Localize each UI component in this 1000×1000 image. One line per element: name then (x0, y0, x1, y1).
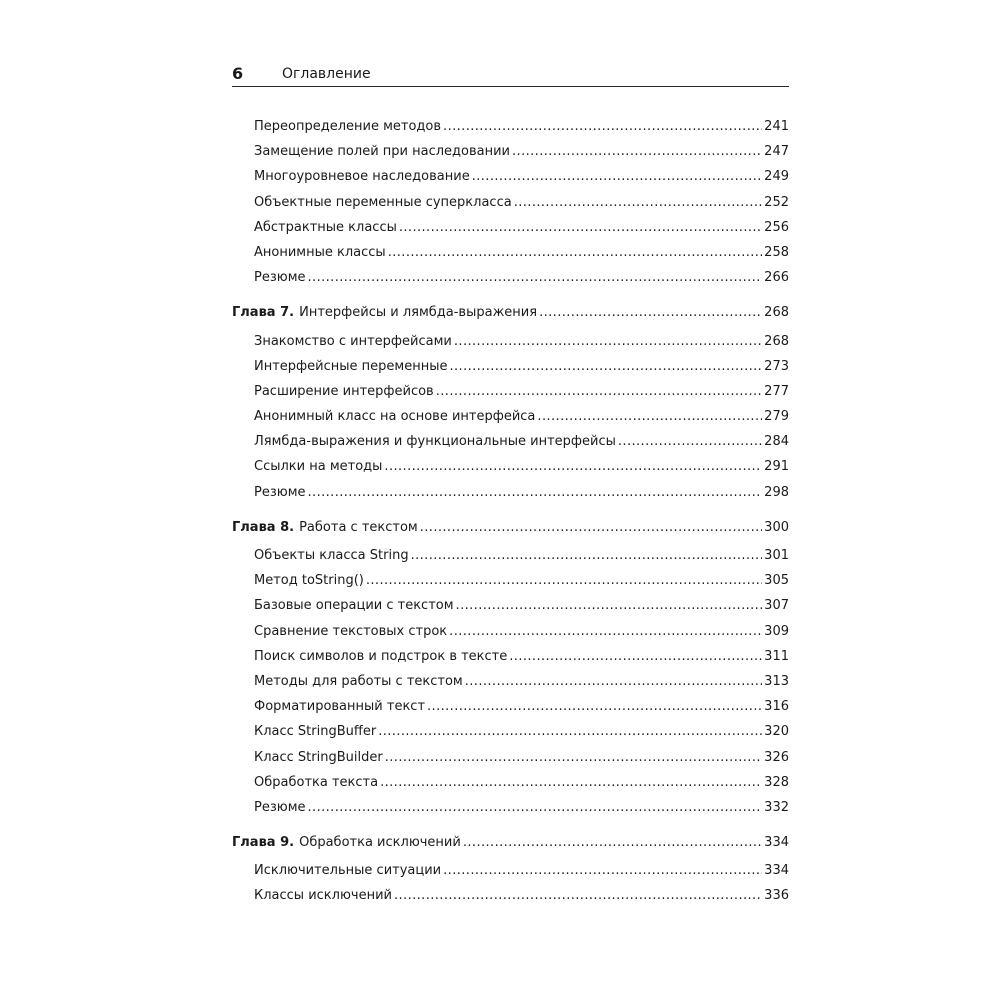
dot-leader (465, 669, 762, 694)
dot-leader (449, 619, 762, 644)
dot-leader (411, 543, 763, 568)
dot-leader (443, 858, 762, 883)
toc-section-entry[interactable] (232, 883, 789, 908)
toc-entry-title: Ссылки на методы (254, 459, 383, 475)
toc-section-entry[interactable] (232, 265, 789, 290)
toc-entry-title: Интерфейсные переменные (254, 358, 448, 374)
dot-leader (308, 480, 763, 505)
toc-section-entry[interactable] (232, 644, 789, 669)
toc-entry-title: Объектные переменные суперкласса (254, 194, 512, 210)
toc-entry-title: Исключительные ситуации (254, 863, 442, 879)
toc-entry-title: Базовые операции с текстом (254, 598, 454, 614)
toc-page-number: 334 (764, 863, 789, 879)
toc-entry-title: Поиск символов и подстрок в тексте (254, 648, 508, 664)
toc-entry-title: Методы для работы с текстом (254, 673, 463, 689)
toc-page-number: 328 (764, 774, 789, 790)
dot-leader (385, 745, 762, 770)
toc-page-number: 307 (764, 598, 789, 614)
toc-entry-title: Обработка текста (254, 774, 379, 790)
toc-entry-title: Работа с текстом (299, 519, 418, 535)
table-of-contents (232, 114, 789, 909)
toc-entry-title: Объекты класса String (254, 548, 409, 563)
dot-leader (308, 795, 763, 820)
toc-entry-title: Расширение интерфейсов (254, 383, 434, 399)
toc-section-entry[interactable] (232, 240, 789, 265)
toc-section-entry[interactable] (232, 114, 789, 139)
dot-leader (399, 215, 762, 240)
toc-page-number: 241 (764, 119, 789, 134)
dot-leader (463, 830, 762, 855)
dot-leader (514, 190, 762, 215)
toc-page-number: 291 (764, 459, 789, 475)
toc-page-number: 334 (764, 835, 789, 851)
toc-section-entry[interactable] (232, 354, 789, 379)
dot-leader (454, 329, 762, 354)
dot-leader (378, 719, 762, 744)
toc-section-entry[interactable] (232, 619, 789, 644)
toc-page-number: 268 (764, 305, 789, 321)
toc-entry-title: Анонимные классы (254, 244, 386, 260)
toc-page-number: 273 (764, 358, 789, 374)
toc-section-entry[interactable] (232, 329, 789, 354)
toc-section-entry[interactable] (232, 543, 789, 568)
toc-entry-title: Замещение полей при наследовании (254, 144, 510, 160)
dot-leader (456, 593, 763, 618)
chapter-label: Глава 8. (232, 519, 295, 535)
toc-section-entry[interactable] (232, 190, 789, 215)
dot-leader (537, 404, 762, 429)
toc-entry-title: Резюме (254, 799, 306, 815)
page-number: 6 (232, 64, 244, 83)
toc-entry-title: Обработка исключений (299, 835, 461, 851)
dot-leader (443, 114, 762, 139)
dot-leader (618, 429, 762, 454)
dot-leader (308, 265, 763, 290)
toc-page-number: 311 (764, 648, 789, 664)
toc-entry-title: Многоуровневое наследование (254, 169, 470, 185)
toc-page-number: 256 (764, 219, 789, 235)
toc-page-number: 316 (764, 699, 789, 715)
toc-page-number: 268 (764, 333, 789, 349)
toc-section-entry[interactable] (232, 429, 789, 454)
toc-entry-title: Абстрактные классы (254, 219, 397, 235)
toc-entry-title: Классы исключений (254, 888, 392, 904)
toc-entry-title: Лямбда-выражения и функциональные интерфейсы (254, 434, 616, 450)
toc-page-number: 247 (764, 144, 789, 160)
dot-leader (509, 644, 762, 669)
toc-entry-title: Метод toString() (254, 573, 364, 589)
toc-section-entry[interactable] (232, 770, 789, 795)
toc-section-entry[interactable] (232, 215, 789, 240)
toc-section-entry[interactable] (232, 593, 789, 618)
toc-page-number: 258 (764, 244, 789, 260)
toc-chapter-entry[interactable] (232, 300, 789, 325)
toc-page-number: 252 (764, 194, 789, 210)
toc-section-entry[interactable] (232, 139, 789, 164)
toc-section-entry[interactable] (232, 454, 789, 479)
page-header (232, 62, 789, 87)
dot-leader (436, 379, 762, 404)
toc-section-entry[interactable] (232, 858, 789, 883)
toc-entry-title: Резюме (254, 270, 306, 286)
toc-page-number: 309 (764, 623, 789, 639)
dot-leader (420, 515, 762, 540)
toc-page-number: 300 (764, 519, 789, 535)
toc-section-entry[interactable] (232, 164, 789, 189)
toc-page-number: 266 (764, 270, 789, 286)
dot-leader (388, 240, 762, 265)
toc-section-entry[interactable] (232, 795, 789, 820)
toc-page-number: 326 (764, 749, 789, 765)
toc-entry-title: Анонимный класс на основе интерфейса (254, 409, 536, 425)
toc-entry-title: Класс StringBuilder (254, 749, 383, 765)
toc-section-entry[interactable] (232, 404, 789, 429)
toc-page-number: 332 (764, 799, 789, 815)
toc-entry-title: Переопределение методов (254, 119, 442, 134)
toc-page-number: 249 (764, 169, 789, 185)
toc-entry-title: Сравнение текстовых строк (254, 623, 448, 639)
dot-leader (512, 139, 762, 164)
toc-section-entry[interactable] (232, 568, 789, 593)
dot-leader (427, 694, 762, 719)
toc-chapter-entry[interactable] (232, 830, 789, 855)
toc-section-entry[interactable] (232, 669, 789, 694)
toc-section-entry[interactable] (232, 379, 789, 404)
toc-entry-title: Интерфейсы и лямбда-выражения (299, 305, 538, 321)
toc-entry-title: Класс StringBuffer (254, 724, 377, 740)
toc-page-number: 305 (764, 573, 789, 589)
dot-leader (384, 454, 762, 479)
toc-page-number: 313 (764, 673, 789, 689)
toc-page-number: 279 (764, 409, 789, 425)
toc-page-number: 336 (764, 888, 789, 904)
toc-page-number: 284 (764, 434, 789, 450)
toc-page-number: 298 (764, 484, 789, 500)
dot-leader (449, 354, 762, 379)
dot-leader (539, 300, 762, 325)
chapter-label: Глава 9. (232, 835, 295, 851)
dot-leader (394, 883, 762, 908)
dot-leader (380, 770, 762, 795)
toc-page-number: 320 (764, 724, 789, 740)
toc-section-entry[interactable] (232, 694, 789, 719)
toc-section-entry[interactable] (232, 719, 789, 744)
toc-page-number: 277 (764, 383, 789, 399)
toc-chapter-entry[interactable] (232, 515, 789, 540)
running-title: Оглавление (282, 66, 371, 82)
toc-entry-title: Резюме (254, 484, 306, 500)
chapter-label: Глава 7. (232, 305, 295, 321)
toc-entry-title: Знакомство с интерфейсами (254, 333, 452, 349)
toc-entry-title: Форматированный текст (254, 699, 426, 715)
toc-section-entry[interactable] (232, 745, 789, 770)
dot-leader (472, 164, 762, 189)
toc-section-entry[interactable] (232, 480, 789, 505)
toc-page-number: 301 (764, 548, 789, 563)
dot-leader (366, 568, 762, 593)
